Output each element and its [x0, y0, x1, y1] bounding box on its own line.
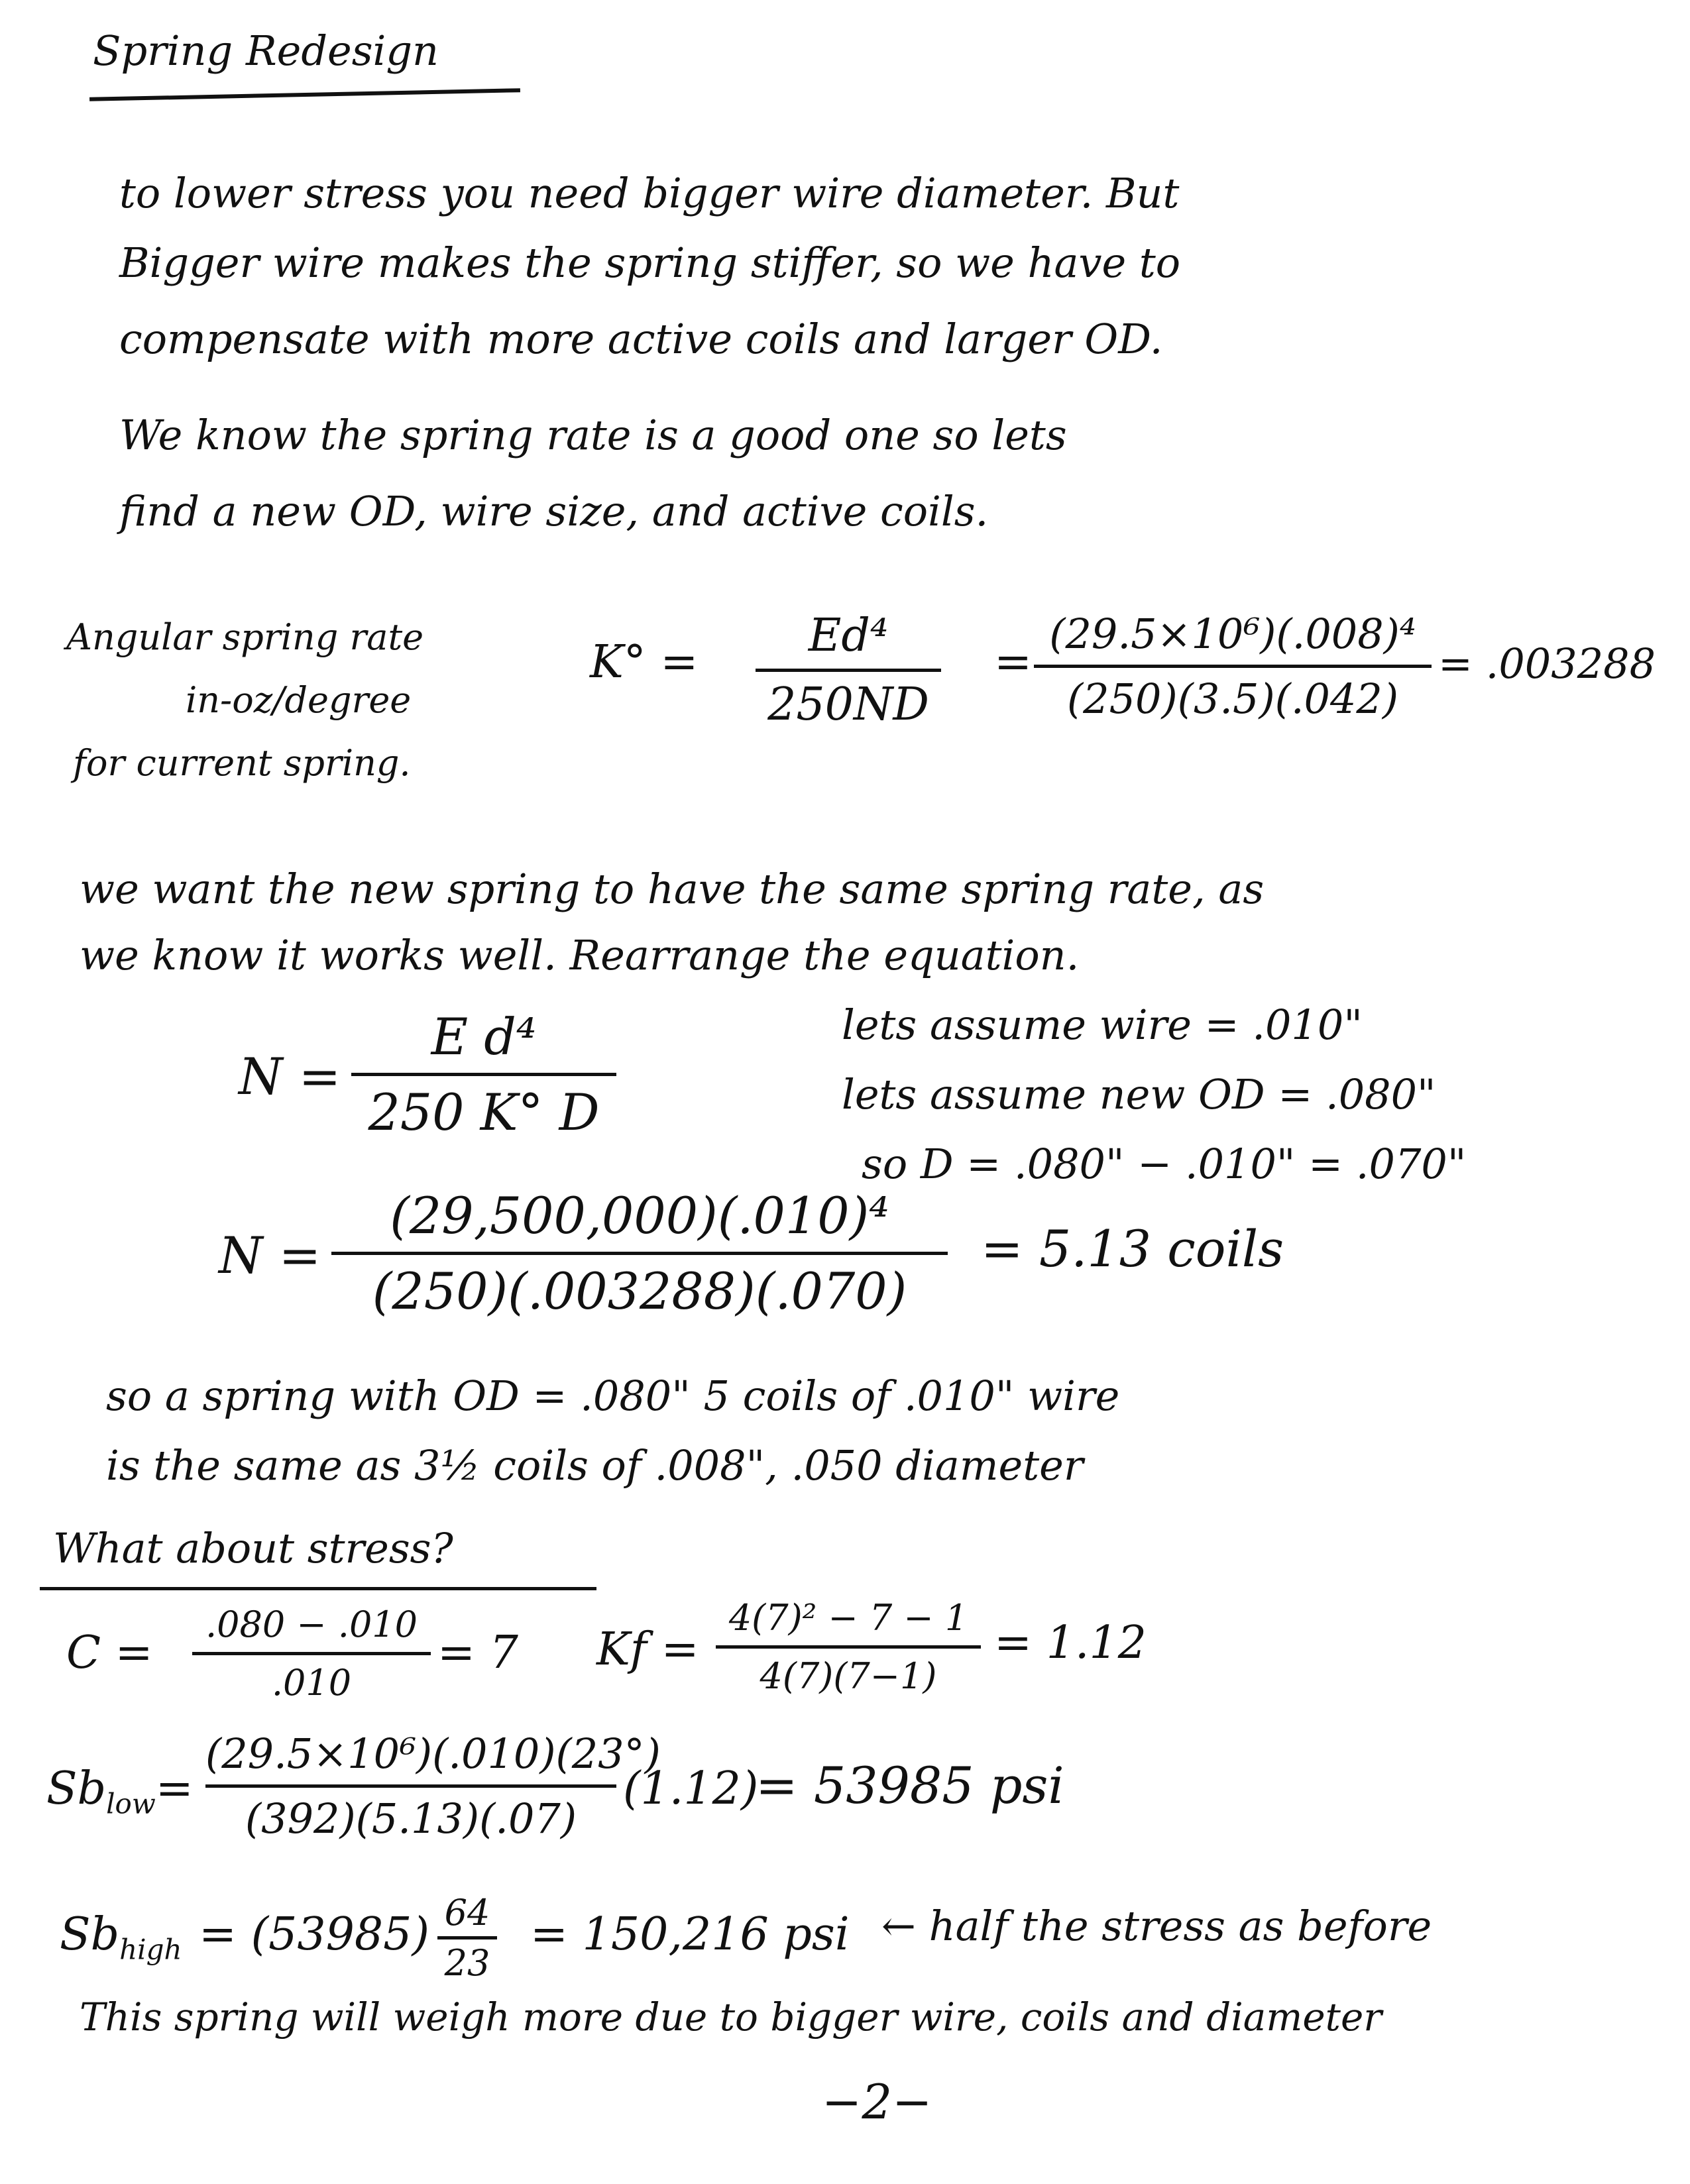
rearrange-line-2: we know it works well. Rearrange the equation.	[80, 931, 1080, 979]
fraction-bar	[716, 1645, 981, 1649]
c-calc-result: = 7	[437, 1627, 518, 1679]
assumption-wire: lets assume wire = .010"	[842, 1001, 1363, 1049]
angular-rate-label-2: in-oz/degree	[186, 679, 412, 721]
kf-calc-den: 4(7)(7−1)	[760, 1655, 937, 1697]
n-formula-lhs: N =	[239, 1047, 341, 1106]
intro-line-3: compensate with more active coils and larger OD.	[119, 315, 1163, 363]
angular-rate-substitution	[1034, 610, 1432, 723]
n-formula	[351, 1007, 616, 1142]
n-calc-num: (29,500,000)(.010)⁴	[390, 1186, 889, 1245]
n-calc	[331, 1186, 948, 1321]
angular-rate-formula-den: 250ND	[767, 679, 929, 731]
sb-high-lhs	[60, 1908, 182, 1966]
conclusion-line-2: is the same as 3½ coils of .008", .050 diameter	[106, 1441, 1084, 1490]
sb-high-expr: = (53985)	[199, 1908, 429, 1961]
page-title: Spring Redesign	[93, 27, 439, 75]
angular-rate-formula-num: Ed⁴	[808, 610, 889, 662]
c-calc	[192, 1604, 431, 1704]
fraction-bar	[756, 669, 941, 672]
final-note: This spring will weigh more due to bigger wire, coils and diameter	[80, 1994, 1382, 2040]
title-underline	[89, 88, 520, 101]
fraction-bar	[331, 1252, 948, 1255]
n-calc-den: (250)(.003288)(.070)	[372, 1262, 907, 1321]
rearrange-line-1: we want the new spring to have the same spring rate, as	[80, 865, 1265, 913]
stress-heading: What about stress?	[53, 1524, 453, 1572]
angular-rate-label-3: for current spring.	[73, 742, 411, 784]
n-formula-den: 250 K° D	[368, 1083, 600, 1142]
assumption-d: so D = .080" − .010" = .070"	[862, 1140, 1467, 1188]
angular-rate-formula	[756, 610, 941, 731]
sb-high-ratio	[437, 1892, 497, 1984]
n-formula-num: E d⁴	[431, 1007, 537, 1066]
intro-line-1: to lower stress you need bigger wire diameter. But	[119, 169, 1180, 217]
sb-low-factor: (1.12)	[623, 1763, 759, 1815]
sb-low-eq: =	[155, 1763, 194, 1815]
angular-rate-eq-sign: =	[994, 636, 1032, 688]
sb-high-subscript: high	[119, 1933, 182, 1966]
fraction-bar	[1034, 665, 1432, 668]
sb-low-result: = 53985 psi	[756, 1756, 1064, 1815]
intro-line-4: We know the spring rate is a good one so lets	[119, 411, 1067, 459]
sb-low-fraction	[205, 1729, 661, 1843]
intro-line-5: find a new OD, wire size, and active coils.	[119, 487, 989, 535]
sb-high-ratio-den: 23	[444, 1942, 490, 1984]
angular-rate-lhs: K° =	[590, 636, 699, 688]
assumption-od: lets assume new OD = .080"	[842, 1070, 1436, 1119]
fraction-bar	[205, 1784, 616, 1788]
angular-rate-sub-den: (250)(3.5)(.042)	[1066, 675, 1399, 723]
intro-line-2: Bigger wire makes the spring stiffer, so we have to	[119, 239, 1181, 287]
c-calc-lhs: C =	[66, 1627, 153, 1679]
sb-low-subscript: low	[106, 1787, 156, 1820]
n-calc-lhs: N =	[219, 1226, 321, 1285]
n-calc-result: = 5.13 coils	[981, 1219, 1284, 1278]
kf-calc	[716, 1597, 981, 1697]
fraction-bar	[192, 1652, 431, 1655]
c-calc-num: .080 − .010	[205, 1604, 418, 1645]
stress-heading-underline	[40, 1587, 596, 1590]
conclusion-line-1: so a spring with OD = .080" 5 coils of .010" wire	[106, 1372, 1120, 1420]
sb-low-num: (29.5×10⁶)(.010)(23°)	[205, 1729, 661, 1778]
fraction-bar	[351, 1073, 616, 1076]
sb-low-den: (392)(5.13)(.07)	[245, 1794, 577, 1843]
sb-high-note: ← half the stress as before	[881, 1902, 1432, 1950]
sb-high-ratio-num: 64	[444, 1892, 490, 1934]
sb-low-symbol: Sb	[46, 1763, 107, 1815]
sb-high-symbol: Sb	[60, 1908, 120, 1961]
angular-rate-label-1: Angular spring rate	[66, 616, 424, 658]
kf-calc-result: = 1.12	[994, 1617, 1147, 1669]
fraction-bar	[437, 1936, 497, 1939]
sb-low-lhs	[46, 1763, 194, 1820]
kf-calc-num: 4(7)² − 7 − 1	[728, 1597, 968, 1639]
angular-rate-result: = .003288	[1438, 639, 1656, 688]
kf-calc-lhs: Kf =	[596, 1623, 699, 1676]
angular-rate-sub-num: (29.5×10⁶)(.008)⁴	[1049, 610, 1416, 658]
sb-high-result: = 150,216 psi	[530, 1908, 850, 1961]
c-calc-den: .010	[271, 1662, 352, 1704]
page-number: −2−	[822, 2074, 932, 2130]
